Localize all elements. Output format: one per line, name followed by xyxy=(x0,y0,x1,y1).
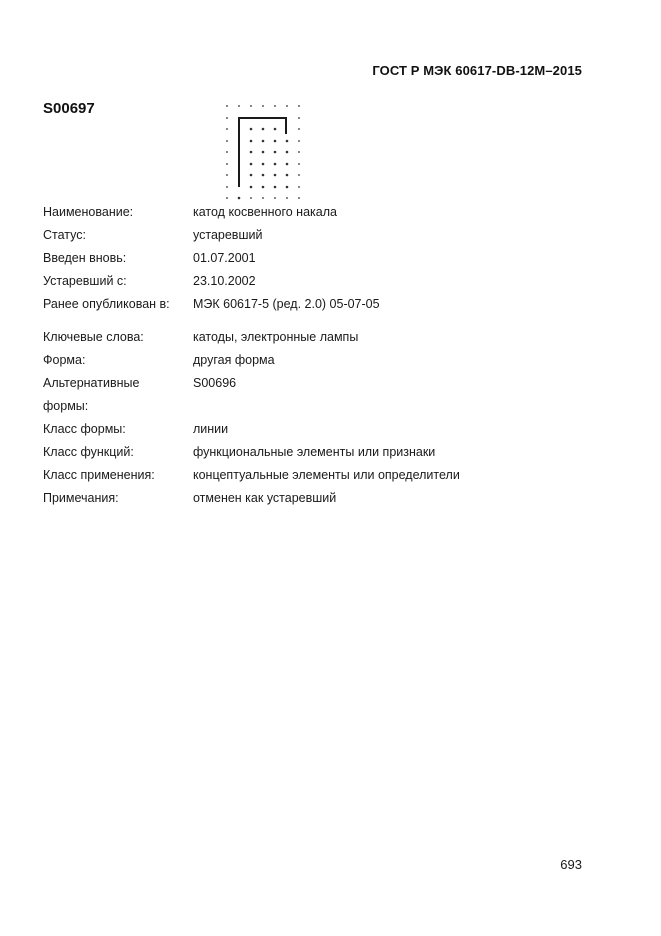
field-label: формы: xyxy=(43,399,89,413)
field-value: отменен как устаревший xyxy=(193,491,337,505)
field-label: Устаревший с: xyxy=(43,274,127,288)
field-value: МЭК 60617-5 (ред. 2.0) 05-07-05 xyxy=(193,297,380,311)
field-label: Форма: xyxy=(43,353,86,367)
field-value: 23.10.2002 xyxy=(193,274,256,288)
field-value: 01.07.2001 xyxy=(193,251,256,265)
field-row-alternative-forms-cont xyxy=(43,397,603,420)
field-label: Ключевые слова: xyxy=(43,330,144,344)
field-label: Ранее опубликован в: xyxy=(43,297,170,311)
field-value: концептуальные элементы или определители xyxy=(193,468,460,482)
field-label: Класс функций: xyxy=(43,445,134,459)
field-value: другая форма xyxy=(193,353,275,367)
field-label: Введен вновь: xyxy=(43,251,127,265)
field-row-form-class xyxy=(43,420,603,443)
field-row-notes xyxy=(43,489,603,512)
field-value: катод косвенного накала xyxy=(193,205,337,219)
section-gap xyxy=(43,318,603,328)
field-row-obsolete-since xyxy=(43,272,603,295)
field-row-form xyxy=(43,351,603,374)
field-row-introduced xyxy=(43,249,603,272)
indirectly-heated-cathode-symbol-icon xyxy=(220,98,310,206)
field-value: устаревший xyxy=(193,228,263,242)
field-value: функциональные элементы или признаки xyxy=(193,445,436,459)
field-row-function-class xyxy=(43,443,603,466)
field-value: линии xyxy=(193,422,229,436)
field-value xyxy=(193,397,603,420)
field-row-application-class xyxy=(43,466,603,489)
field-row-status xyxy=(43,226,603,249)
field-value: S00696 xyxy=(193,376,237,390)
symbol-id: S00697 xyxy=(43,100,95,117)
field-row-name xyxy=(43,203,603,226)
field-label: Класс формы: xyxy=(43,422,126,436)
field-label: Класс применения: xyxy=(43,468,155,482)
field-row-previously-published xyxy=(43,295,603,318)
field-row-alternative-forms xyxy=(43,374,603,397)
field-label: Альтернативные xyxy=(43,376,140,390)
symbol-attributes xyxy=(43,203,603,512)
field-row-keywords xyxy=(43,328,603,351)
field-label: Статус: xyxy=(43,228,86,242)
field-label: Наименование: xyxy=(43,205,134,219)
field-value: катоды, электронные лампы xyxy=(193,330,359,344)
page-number: 693 xyxy=(560,857,582,872)
field-label: Примечания: xyxy=(43,491,119,505)
standard-header: ГОСТ Р МЭК 60617-DB-12M–2015 xyxy=(372,63,582,78)
